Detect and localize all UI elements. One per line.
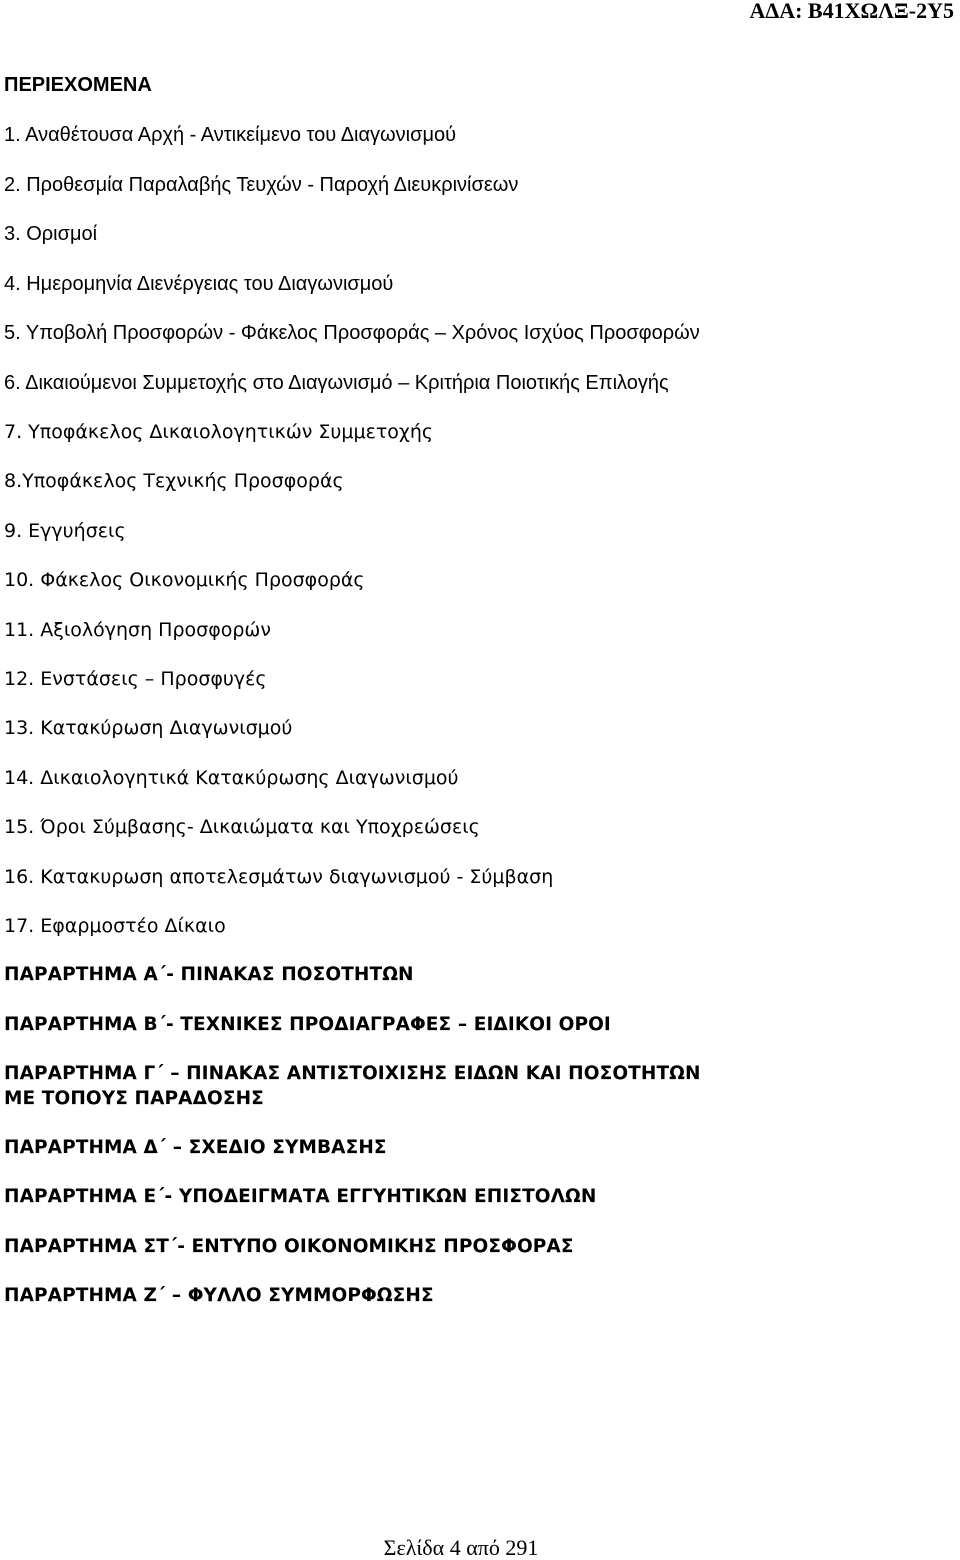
annex-item: ΠΑΡΑΡΤΗΜΑ Δ΄ – ΣΧΕΔΙΟ ΣΥΜΒΑΣΗΣ bbox=[4, 1137, 387, 1158]
toc-item: 12. Ενστάσεις – Προσφυγές bbox=[4, 668, 267, 690]
annex-item-continuation: ΜΕ ΤΟΠΟΥΣ ΠΑΡΑΔΟΣΗΣ bbox=[4, 1088, 264, 1109]
toc-item: 4. Ημερομηνία Διενέργειας του Διαγωνισμού bbox=[4, 273, 394, 295]
toc-item: 14. Δικαιολογητικά Κατακύρωσης Διαγωνισμού bbox=[4, 767, 459, 789]
toc-item: 7. Υποφάκελος Δικαιολογητικών Συμμετοχής bbox=[4, 421, 434, 443]
toc-item: 8.Υποφάκελος Τεχνικής Προσφοράς bbox=[4, 470, 344, 492]
toc-item: 1. Αναθέτουσα Αρχή - Αντικείμενο του Διαγωνισμού bbox=[4, 124, 457, 146]
annex-item: ΠΑΡΑΡΤΗΜΑ Γ΄ – ΠΙΝΑΚΑΣ ΑΝΤΙΣΤΟΙΧΙΣΗΣ ΕΙΔΩΝ ΚΑΙ ΠΟΣΟΤΗΤΩΝ bbox=[4, 1063, 701, 1084]
annex-item: ΠΑΡΑΡΤΗΜΑ Α΄- ΠΙΝΑΚΑΣ ΠΟΣΟΤΗΤΩΝ bbox=[4, 964, 414, 985]
toc-item: 6. Δικαιούμενοι Συμμετοχής στο Διαγωνισμό – Κριτήρια Ποιοτικής Επιλογής bbox=[4, 372, 669, 394]
annex-item: ΠΑΡΑΡΤΗΜΑ Ζ΄ – ΦΥΛΛΟ ΣΥΜΜΟΡΦΩΣΗΣ bbox=[4, 1285, 434, 1306]
toc-item: 15. Όροι Σύμβασης- Δικαιώματα και Υποχρεώσεις bbox=[4, 816, 480, 838]
toc-item: 9. Εγγυήσεις bbox=[4, 520, 126, 542]
toc-item: 3. Ορισμοί bbox=[4, 223, 98, 245]
toc-item: 13. Κατακύρωση Διαγωνισμού bbox=[4, 717, 293, 739]
toc-item: 5. Υποβολή Προσφορών - Φάκελος Προσφοράς – Χρόνος Ισχύος Προσφορών bbox=[4, 322, 700, 344]
toc-item: 10. Φάκελος Οικονομικής Προσφοράς bbox=[4, 569, 365, 591]
toc-item: 17. Εφαρμοστέο Δίκαιο bbox=[4, 915, 226, 937]
toc-item: 2. Προθεσμία Παραλαβής Τευχών - Παροχή Διευκρινίσεων bbox=[4, 174, 519, 196]
page-number: Σελίδα 4 από 291 bbox=[383, 1535, 539, 1560]
annex-item: ΠΑΡΑΡΤΗΜΑ Β΄- ΤΕΧΝΙΚΕΣ ΠΡΟΔΙΑΓΡΑΦΕΣ – ΕΙΔΙΚΟΙ ΟΡΟΙ bbox=[4, 1014, 611, 1035]
toc-item: 16. Κατακυρωση αποτελεσμάτων διαγωνισμού - Σύμβαση bbox=[4, 866, 554, 888]
ada-code: ΑΔΑ: Β41ΧΩΛΞ-2Υ5 bbox=[749, 0, 954, 23]
toc-item: 11. Αξιολόγηση Προσφορών bbox=[4, 619, 271, 641]
toc-title: ΠΕΡΙΕΧΟΜΕΝΑ bbox=[4, 74, 152, 96]
annex-item: ΠΑΡΑΡΤΗΜΑ ΣΤ΄- ΕΝΤΥΠΟ ΟΙΚΟΝΟΜΙΚΗΣ ΠΡΟΣΦΟΡΑΣ bbox=[4, 1236, 574, 1257]
annex-item: ΠΑΡΑΡΤΗΜΑ Ε΄- ΥΠΟΔΕΙΓΜΑΤΑ ΕΓΓΥΗΤΙΚΩΝ ΕΠΙΣΤΟΛΩΝ bbox=[4, 1186, 597, 1207]
